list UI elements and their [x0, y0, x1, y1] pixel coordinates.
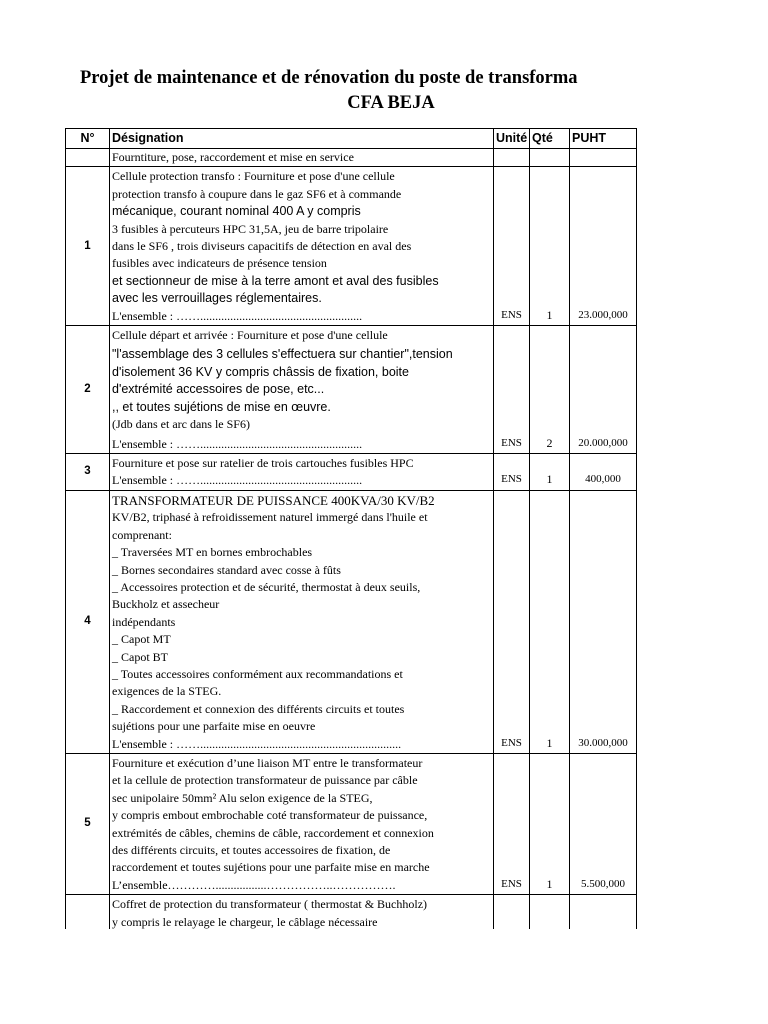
row-unite: ENS [494, 454, 530, 491]
document-title-line2: CFA BEJA [347, 93, 435, 113]
row-number: 4 [66, 490, 110, 753]
row-number: 5 [66, 753, 110, 894]
section-label: Fourntiture, pose, raccordement et mise en service [110, 149, 494, 167]
document-title-line1: Projet de maintenance et de rénovation du poste de transforma [80, 68, 578, 88]
row-designation: TRANSFORMATEUR DE PUISSANCE 400KVA/30 KV/B2 KV/B2, triphasé à refroidissement naturel immergé dans l'huile et comprenant: _ Traversées MT en bornes embrochables _ Bornes secondaires standard avec cosse à fûts _ Accessoires protection et de sécurité, thermostat à deux seuils, Buckholz et assecheur indépendants _ Capot MT _ Capot BT _ Toutes accessoires conformément aux recommandations et exigences de la STEG. _ Raccordement et connexion des différents circuits et toutes sujétions pour une parfaite mise en oeuvre L'ensemble : ……................................................................... [110, 490, 494, 753]
row-qte: 1 [530, 753, 570, 894]
section-row [66, 149, 637, 167]
table-row [66, 490, 637, 753]
row-puht: 23.000,000 [570, 167, 637, 326]
header-row [66, 129, 637, 149]
row-qte: 2 [530, 326, 570, 454]
row-unite: ENS [494, 490, 530, 753]
row-unite: ENS [494, 753, 530, 894]
row-puht: 400,000 [570, 454, 637, 491]
row-number: 2 [66, 326, 110, 454]
row-number: 3 [66, 454, 110, 491]
table-row [66, 454, 637, 491]
header-unite: Unité [494, 129, 530, 149]
row-puht: 20.000,000 [570, 326, 637, 454]
header-num: N° [66, 129, 110, 149]
row-designation: Fourniture et pose sur ratelier de trois cartouches fusibles HPC L'ensemble : ……...................................................... [110, 454, 494, 491]
row-designation: Fourniture et exécution d’une liaison MT entre le transformateur et la cellule de protection transformateur de puissance par câble sec unipolaire 50mm² Alu selon exigence de la STEG, y compris embout embrochable coté transformateur de puissance, extrémités de câbles, chemins de câble, raccordement et connexion des différents circuits, et toutes accessoires de fixation, de raccordement et toutes sujétions pour une parfaite mise en marche L’ensemble………….................……………..……………. [110, 753, 494, 894]
row-unite: ENS [494, 326, 530, 454]
table-row [66, 753, 637, 894]
header-designation: Désignation [110, 129, 494, 149]
row-qte: 1 [530, 167, 570, 326]
row-unite [494, 895, 530, 930]
table-row [66, 895, 637, 930]
row-qte [530, 895, 570, 930]
row-number: 1 [66, 167, 110, 326]
table-row [66, 326, 637, 454]
header-puht: PUHT [570, 129, 637, 149]
row-designation: Coffret de protection du transformateur ( thermostat & Buchholz) y compris le relayage le chargeur, le câblage nécessaire [110, 895, 494, 930]
row-designation: Cellule départ et arrivée : Fourniture et pose d'une cellule "l'assemblage des 3 cellules s'effectuera sur chantier",tension d'isolement 36 KV y compris châssis de fixation, boite d'extrémité accessoires de pose, etc... ,, et toutes sujétions de mise en œuvre. (Jdb dans et arc dans le SF6) L'ensemble : ……...................................................... [110, 326, 494, 454]
row-puht: 5.500,000 [570, 753, 637, 894]
row-puht [570, 895, 637, 930]
header-qte: Qté [530, 129, 570, 149]
row-number [66, 895, 110, 930]
table-row [66, 167, 637, 326]
row-unite: ENS [494, 167, 530, 326]
quote-table [65, 128, 637, 929]
row-puht: 30.000,000 [570, 490, 637, 753]
row-qte: 1 [530, 490, 570, 753]
row-designation: Cellule protection transfo : Fourniture et pose d'une cellule protection transfo à coupure dans le gaz SF6 et à commande mécanique, courant nominal 400 A y compris 3 fusibles à percuteurs HPC 31,5A, jeu de barre tripolaire dans le SF6 , trois diviseurs capacitifs de détection en aval des fusibles avec indicateurs de présence tension et sectionneur de mise à la terre amont et aval des fusibles avec les verrouillages réglementaires. L'ensemble : ……...................................................... [110, 167, 494, 326]
row-qte: 1 [530, 454, 570, 491]
